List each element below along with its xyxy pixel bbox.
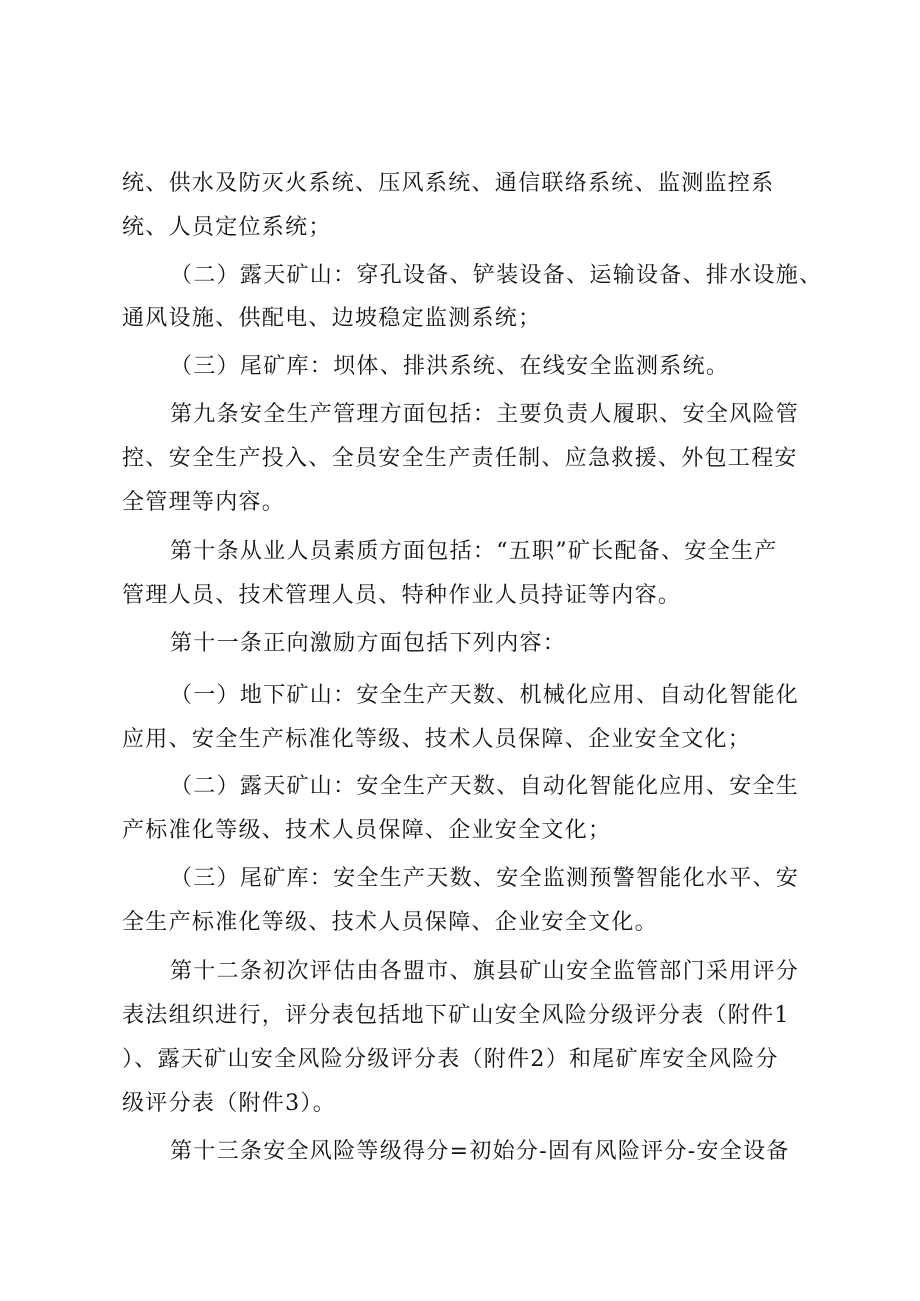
text-line: 第十二条初次评估由各盟市、旗县矿山安全监管部门采用评分 xyxy=(170,959,800,984)
text-line: 管理人员、技术管理人员、特种作业人员持证等内容。 xyxy=(122,583,682,608)
text-line: 控、安全生产投入、全员安全生产责任制、应急救援、外包工程安 xyxy=(122,446,798,471)
text-line: 第十条从业人员素质方面包括：“五职”矿长配备、安全生产 xyxy=(170,539,778,564)
text-line: （三）尾矿库：坝体、排洪系统、在线安全监测系统。 xyxy=(170,354,730,379)
text-line: 全管理等内容。 xyxy=(122,490,286,515)
text-line: 级评分表（附件3）。 xyxy=(122,1091,336,1116)
text-line: 统、供水及防灭火系统、压风系统、通信联络系统、监测监控系 xyxy=(122,171,775,196)
text-line: 产标准化等级、技术人员保障、企业安全文化； xyxy=(122,818,612,843)
text-line: 应用、安全生产标准化等级、技术人员保障、企业安全文化； xyxy=(122,727,752,752)
text-line: 全生产标准化等级、技术人员保障、企业安全文化。 xyxy=(122,910,658,935)
text-line: （二）露天矿山：穿孔设备、铲装设备、运输设备、排水设施、 xyxy=(170,263,823,288)
text-line: 第九条安全生产管理方面包括：主要负责人履职、安全风险管 xyxy=(170,402,800,427)
text-line: ）、露天矿山安全风险分级评分表（附件2）和尾矿库安全风险分 xyxy=(122,1047,779,1072)
text-line: 第十一条正向激励方面包括下列内容： xyxy=(170,631,567,656)
text-line: （三）尾矿库：安全生产天数、安全监测预警智能化水平、安 xyxy=(170,866,800,891)
text-line: （一）地下矿山：安全生产天数、机械化应用、自动化智能化 xyxy=(170,683,800,708)
text-line: 通风设施、供配电、边坡稳定监测系统； xyxy=(122,306,542,331)
text-line: （二）露天矿山：安全生产天数、自动化智能化应用、安全生 xyxy=(170,774,800,799)
text-line: 表法组织进行，评分表包括地下矿山安全风险分级评分表（附件1 xyxy=(122,1003,790,1028)
text-line: 第十三条安全风险等级得分=初始分-固有风险评分-安全设备 xyxy=(170,1139,790,1164)
text-line: 统、人员定位系统； xyxy=(122,215,332,240)
